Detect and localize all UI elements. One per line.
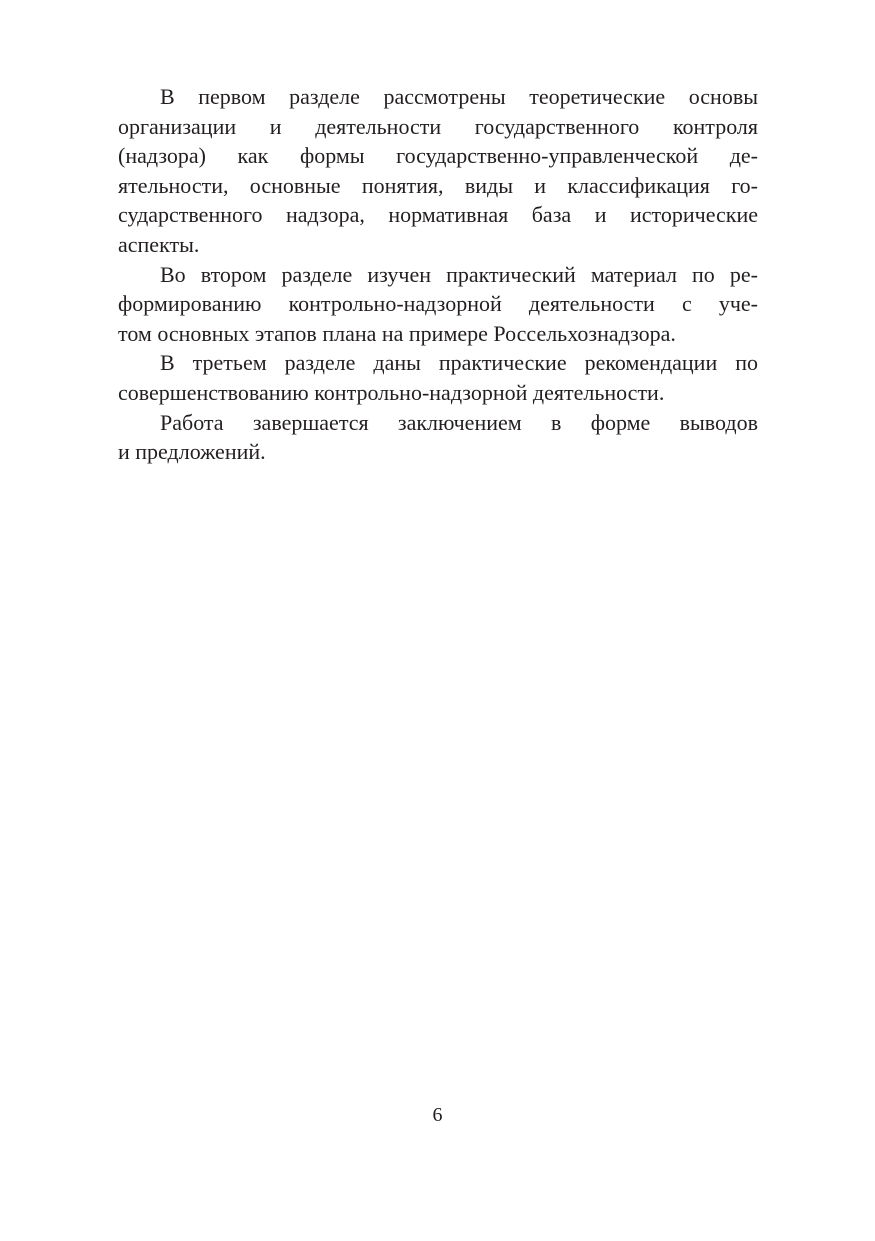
text-line: том основных этапов плана на примере Россельхознадзора. — [118, 320, 676, 346]
text-line: совершенствованию контрольно-надзорной деятельности. — [118, 379, 665, 405]
paragraph-section-two — [118, 260, 758, 349]
text-line: (надзора) как формы государственно-управленческой де- — [118, 143, 758, 169]
page-number: 6 — [432, 1104, 443, 1126]
text-line: сударственного надзора, нормативная база и исторические — [118, 202, 758, 228]
text-line: формированию контрольно-надзорной деятельности с уче- — [118, 291, 758, 317]
paragraph-section-one — [118, 82, 758, 260]
text-line: В третьем разделе даны практические рекомендации по — [160, 350, 758, 376]
text-line: аспекты. — [118, 231, 200, 257]
text-line: В первом разделе рассмотрены теоретические основы — [160, 84, 758, 109]
text-line: и предложений. — [118, 439, 266, 465]
body-text — [118, 82, 758, 467]
paragraph-conclusion — [118, 408, 758, 467]
text-line: Работа завершается заключением в форме выводов — [160, 409, 758, 435]
text-line: Во втором разделе изучен практический материал по ре- — [160, 261, 758, 287]
paragraph-section-three — [118, 348, 758, 407]
text-line: ятельности, основные понятия, виды и классификация го- — [118, 172, 758, 198]
text-line: организации и деятельности государственного контроля — [118, 113, 758, 139]
